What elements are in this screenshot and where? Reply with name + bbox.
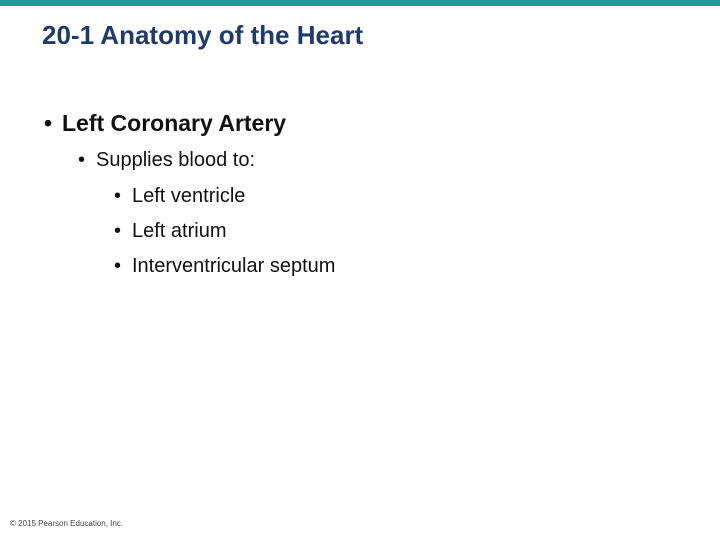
bullet-item-interventricular-septum [114,249,335,284]
bullet-text: Left atrium [132,220,227,242]
bullet-icon: • [44,110,53,136]
bullet-icon: • [78,149,86,171]
bullet-text: Left Coronary Artery [62,110,287,136]
bullet-level-1 [44,107,286,139]
bullet-text: Left ventricle [132,185,246,207]
bullet-item-left-ventricle [114,179,335,214]
bullet-text: Supplies blood to: [96,149,256,171]
top-accent-bar [0,0,720,6]
bullet-text: Interventricular septum [132,255,336,277]
bullet-icon: • [114,220,122,242]
bullet-level-2 [78,146,255,174]
bullet-item-left-atrium [114,214,335,249]
bullet-icon: • [114,185,122,207]
bullet-item-left-coronary-artery [44,107,286,139]
copyright-footer: © 2015 Pearson Education, Inc. [10,519,124,528]
bullet-level-3 [114,179,335,284]
slide-title: 20-1 Anatomy of the Heart [42,20,364,50]
bullet-icon: • [114,255,122,277]
